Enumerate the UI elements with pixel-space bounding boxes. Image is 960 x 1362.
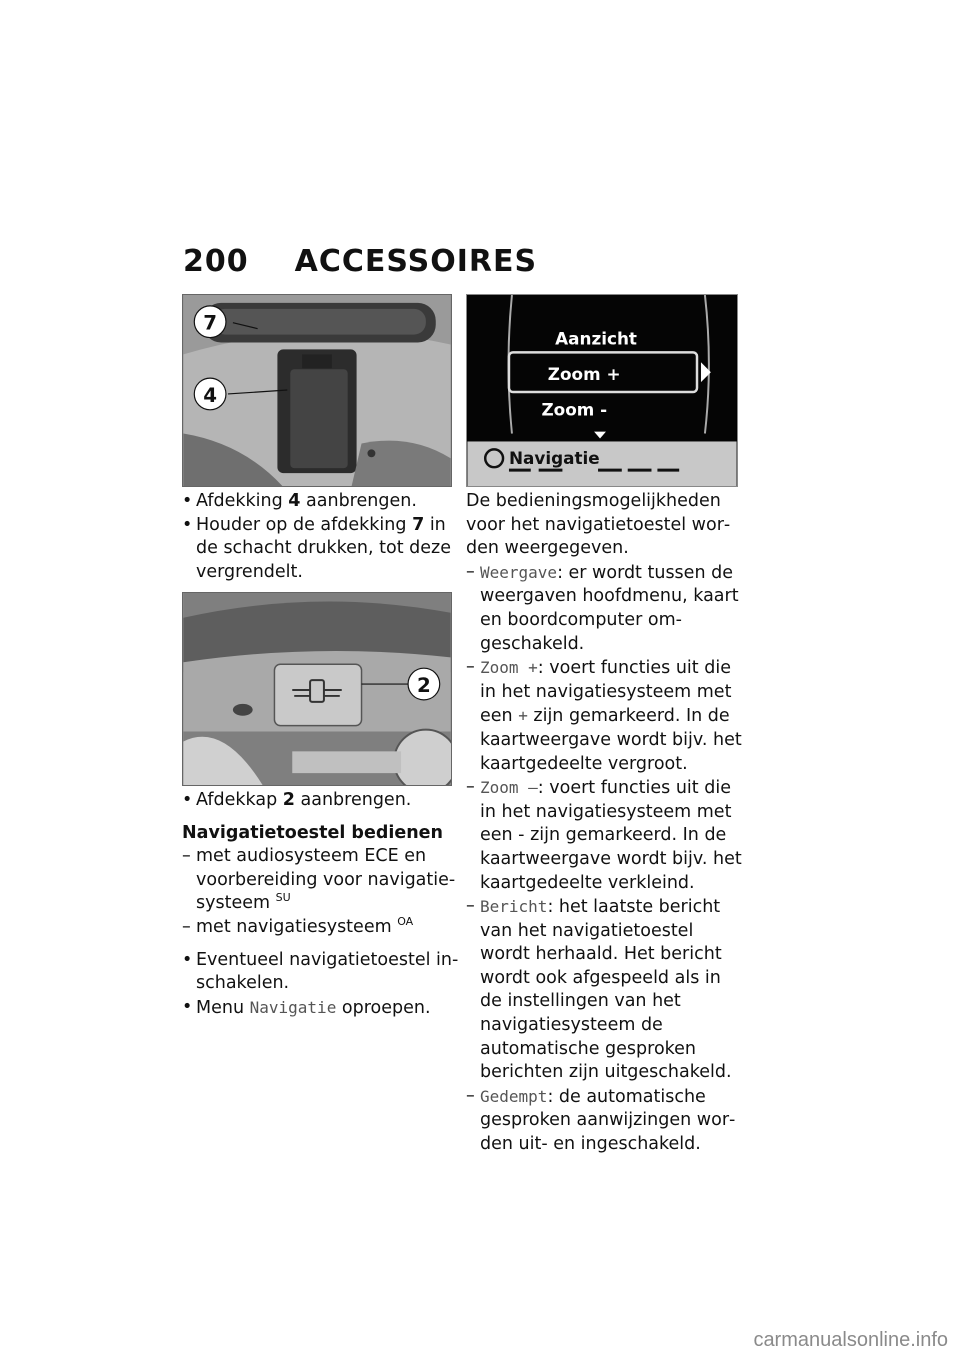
option-weergave: – Weergave: er wordt tussen de weergaven hoofdmenu, kaart en boordcomputer omgeschakeld. bbox=[466, 561, 746, 656]
holder-illustration bbox=[183, 295, 451, 486]
nav-screen-graphic bbox=[467, 295, 737, 486]
left-steps-bottom bbox=[182, 789, 460, 1020]
callout-7: 7 bbox=[203, 311, 218, 335]
condition-audio: – met audiosysteem ECE en voorbereiding voor navigatiesysteem $^{SU}$ bbox=[182, 845, 460, 916]
photo-cover-cap bbox=[182, 592, 452, 786]
step-afdekkap: • Afdekkap 2 aanbrengen. bbox=[182, 789, 460, 813]
menu-item-zoom-plus: Zoom + bbox=[547, 364, 621, 385]
option-gedempt: – Gedempt: de automatische gesproken aanwijzingen worden uit- en ingeschakeld. bbox=[466, 1085, 746, 1157]
right-options bbox=[466, 490, 746, 1157]
menu-item-aanzicht: Aanzicht bbox=[555, 328, 637, 349]
cover-illustration bbox=[183, 593, 451, 785]
intro-text: De bedieningsmogelijkheden voor het navigatietoestel worden weergegeven. bbox=[466, 491, 731, 559]
navigation-menu-screen bbox=[466, 294, 738, 487]
section-title: ACCESSOIRES bbox=[294, 244, 538, 279]
option-zoom-plus: – Zoom +: voert functies uit die in het navigatiesysteem met een + zijn gemarkeerd. In de kaartweergave wordt bijv. het kaartgedeelte vergroot. bbox=[466, 656, 746, 776]
option-bericht: – Bericht: het laatste bericht van het navigatietoestel wordt herhaald. Het bericht wordt ook afgespeeld als in de instellingen van het navigatiesysteem de automatische gesproken berichten zijn uitgeschakeld. bbox=[466, 895, 746, 1085]
callout-4: 4 bbox=[203, 383, 218, 407]
page-number: 200 bbox=[183, 244, 249, 279]
option-zoom-minus: – Zoom –: voert functies uit die in het navigatiesysteem met een - zijn gemarkeerd. In de kaartweergave wordt bijv. het kaartgedeelte verkleind. bbox=[466, 776, 746, 895]
status-bar bbox=[467, 441, 736, 486]
section-heading: Navigatietoestel bedienen bbox=[182, 822, 444, 843]
condition-nav: – met navigatiesysteem $^{OA}$ bbox=[182, 916, 460, 940]
step-afdekking: • Afdekking 4 aanbrengen. bbox=[182, 490, 460, 514]
footer-watermark-logo[interactable]: carmanualsonline.info bbox=[753, 1329, 948, 1351]
step-houder: • Houder op de afdekking 7 in de schacht drukken, tot deze vergrendelt. bbox=[182, 514, 460, 585]
photo-navigation-holder bbox=[182, 294, 452, 487]
left-steps-top bbox=[182, 490, 460, 584]
page-header bbox=[183, 244, 537, 279]
step-menu: • Menu Navigatie oproepen. bbox=[182, 996, 460, 1021]
callout-2: 2 bbox=[417, 673, 431, 697]
step-inschakelen: • Eventueel navigatietoestel inschakelen. bbox=[182, 949, 460, 996]
status-bar-label: Navigatie bbox=[508, 448, 600, 469]
menu-item-zoom-minus: Zoom - bbox=[541, 399, 608, 420]
